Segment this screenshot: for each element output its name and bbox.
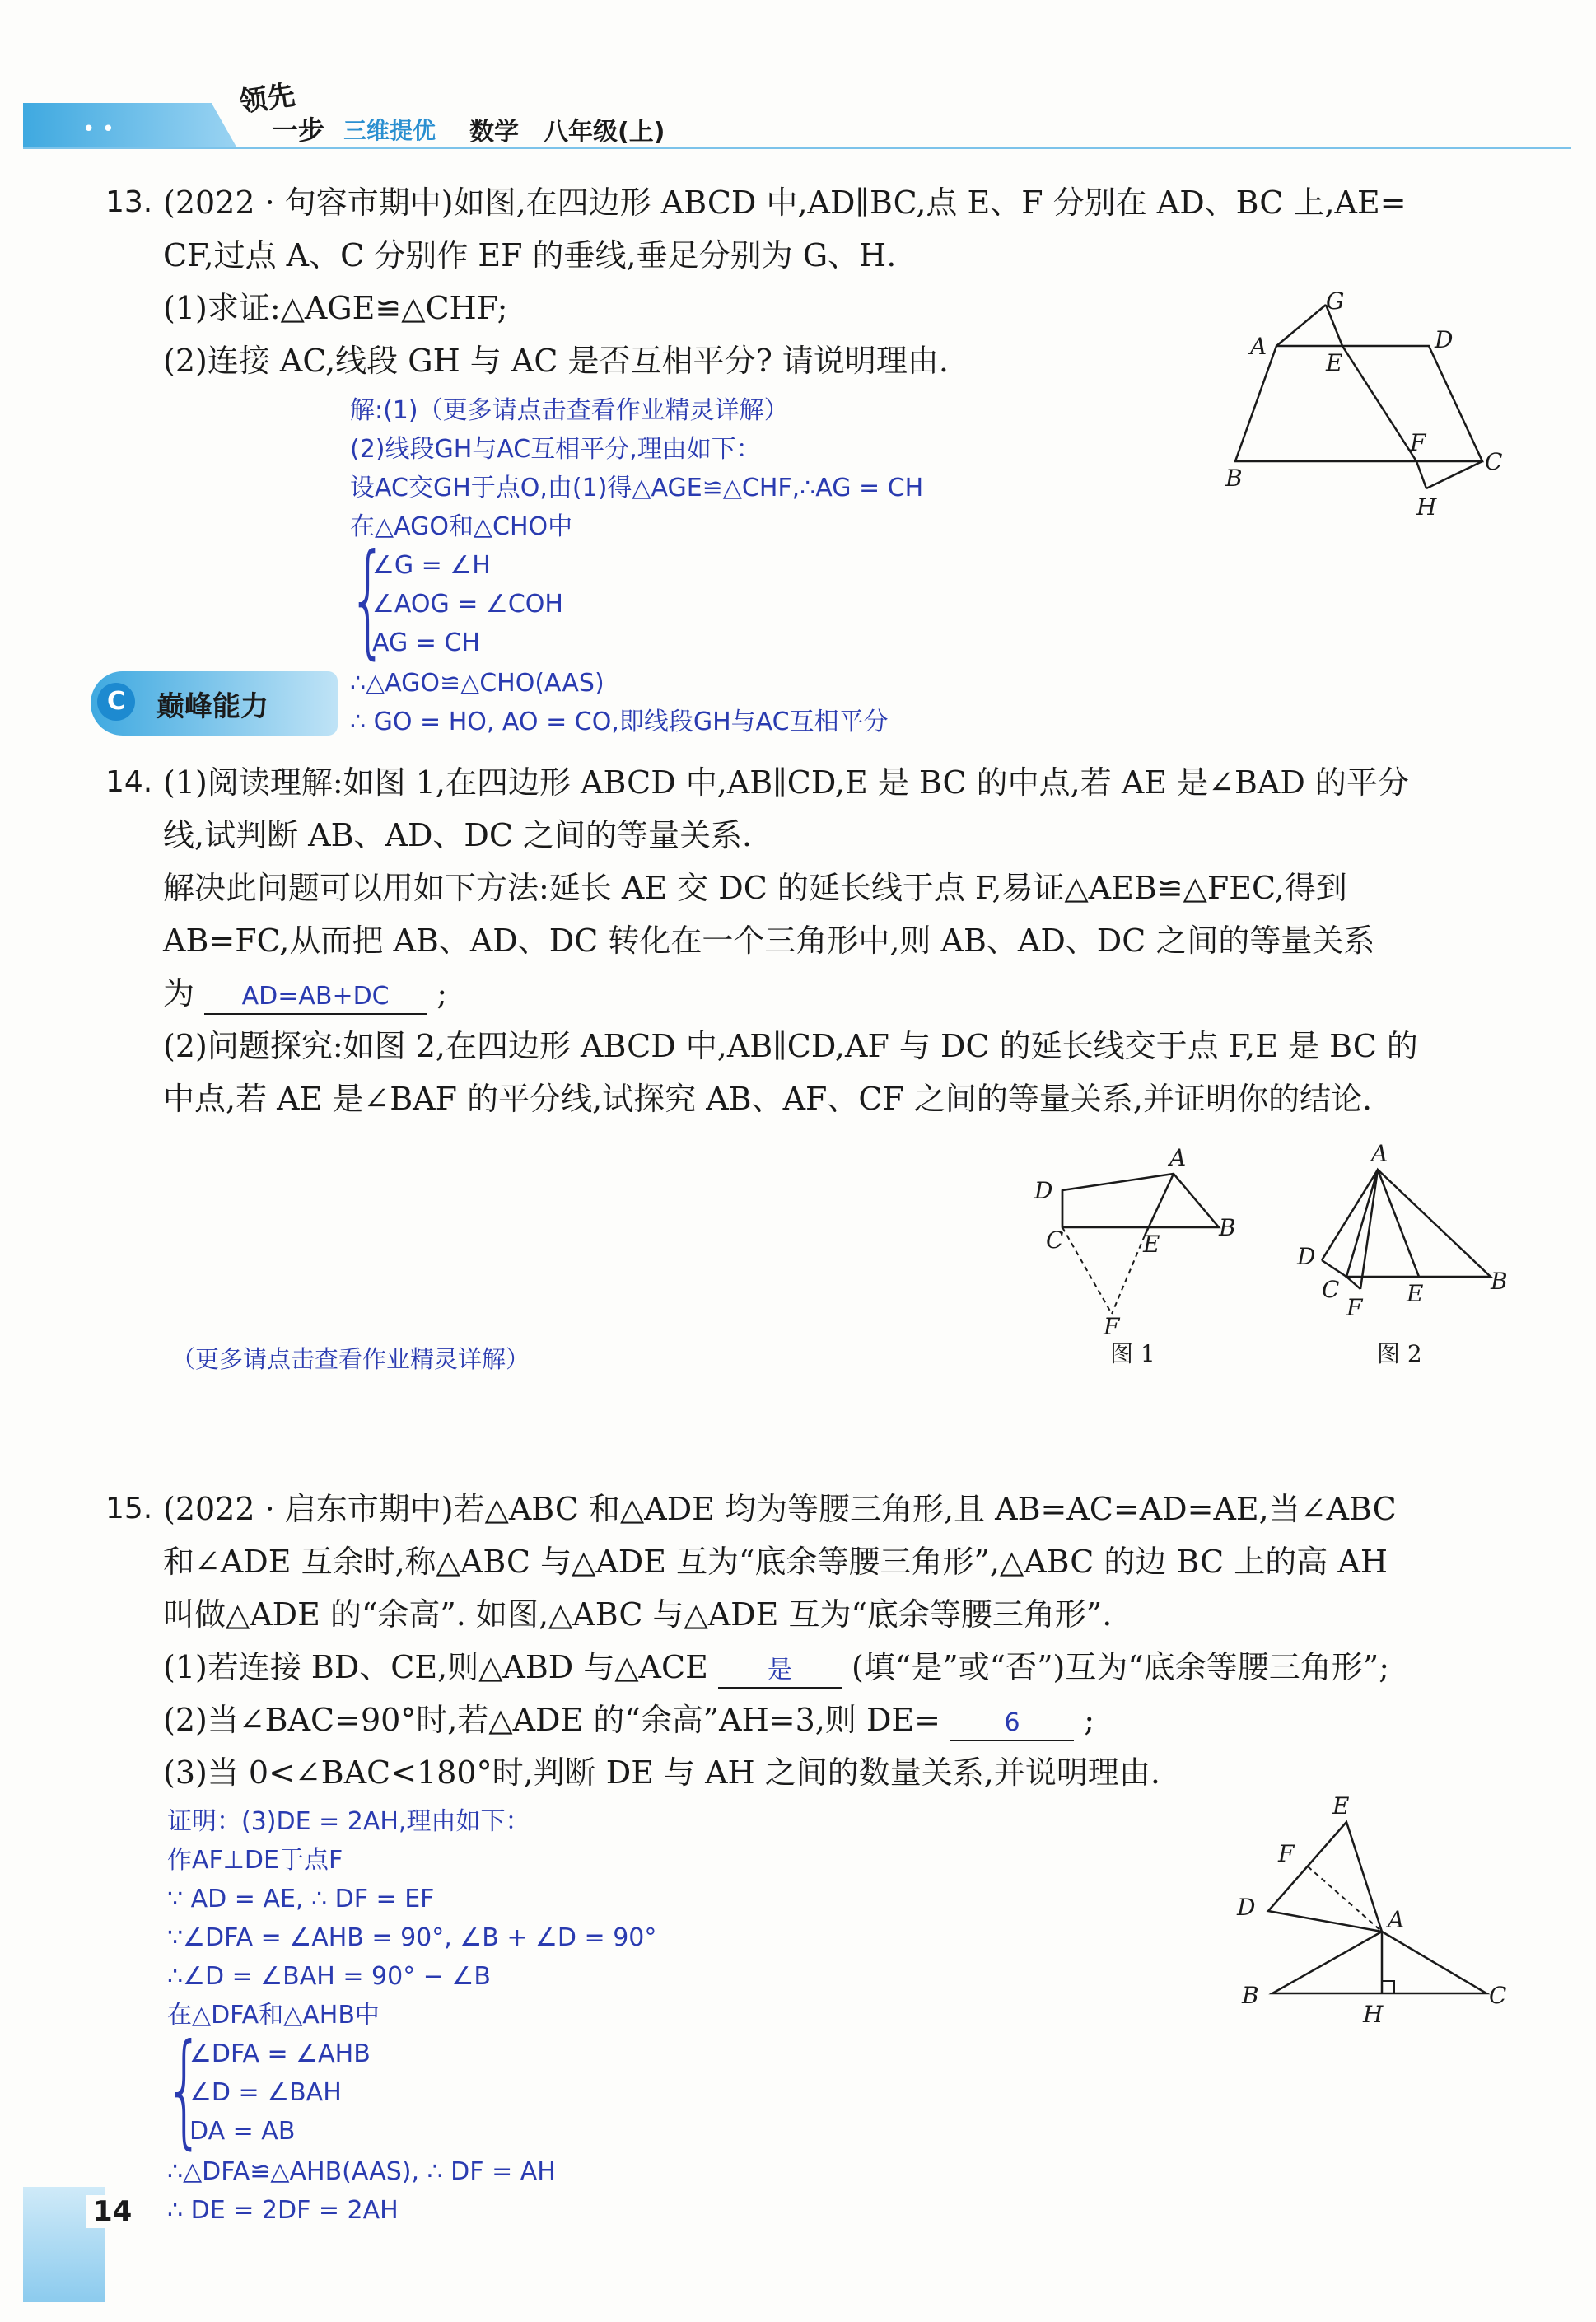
q15-line5-post: ; xyxy=(1084,1702,1094,1738)
q13-label-G: G xyxy=(1326,287,1345,315)
q15-sol-9: ∴△DFA≌△AHB(AAS), ∴ DF = AH xyxy=(167,2157,556,2186)
q15-sol-3: ∵∠DFA = ∠AHB = 90°, ∠B + ∠D = 90° xyxy=(167,1923,657,1952)
q14-line1: (1)阅读理解:如图 1,在四边形 ABCD 中,AB∥CD,E 是 BC 的中点,若 AE 是∠BAD 的平分 xyxy=(163,764,1409,801)
q14-fig1-caption: 图 1 xyxy=(1110,1340,1155,1367)
logo-bottom: 一步 xyxy=(272,114,325,146)
header-band xyxy=(23,103,237,148)
q15-line4 xyxy=(163,1641,1389,1694)
q13-sol-6: AG = CH xyxy=(372,628,480,657)
header-rule xyxy=(23,147,1571,149)
q15-label-C: C xyxy=(1489,1982,1507,2009)
header-series: 三维提优 xyxy=(343,117,436,144)
fig2-label-A: A xyxy=(1371,1140,1388,1167)
q13-sol-8: ∴ GO = HO, AO = CO,即线段GH与AC互相平分 xyxy=(350,708,889,736)
q14-number: 14. xyxy=(105,765,153,799)
q14-line5-post: ; xyxy=(436,975,448,1011)
q15-line5-pre: (2)当∠BAC=90°时,若△ADE 的“余高”AH=3,则 DE= xyxy=(163,1702,940,1738)
q15-line5 xyxy=(163,1694,1094,1746)
header-subject: 数学 xyxy=(469,118,519,147)
header-dots: • • xyxy=(82,117,114,142)
fig1-label-F: F xyxy=(1104,1313,1120,1339)
fig2-label-B: B xyxy=(1491,1268,1508,1295)
q14-line2: 线,试判断 AB、AD、DC 之间的等量关系. xyxy=(163,817,753,853)
q13-label-D: D xyxy=(1435,326,1454,353)
q14-answer1: AD=AB+DC xyxy=(204,980,427,1015)
fig2-label-F: F xyxy=(1346,1294,1363,1321)
q15-answer2: 6 xyxy=(950,1707,1074,1741)
q13-label-A: A xyxy=(1250,333,1267,360)
q14-more-link[interactable]: （更多请点击查看作业精灵详解） xyxy=(171,1345,530,1373)
q14-figure2 xyxy=(1285,1133,1515,1330)
q15-line6: (3)当 0<∠BAC<180°时,判断 DE 与 AH 之间的数量关系,并说明理由. xyxy=(163,1754,1160,1791)
q15-sol-4: ∴∠D = ∠BAH = 90° − ∠B xyxy=(167,1962,491,1991)
q13-line1: (2022 · 句容市期中)如图,在四边形 ABCD 中,AD∥BC,点 E、F 分别在 AD、BC 上,AE= xyxy=(163,185,1407,221)
q13-brace: { xyxy=(348,528,388,671)
fig1-label-B: B xyxy=(1219,1214,1236,1241)
q15-label-H: H xyxy=(1363,2001,1384,2028)
q15-brace: { xyxy=(165,2018,204,2161)
q15-sol-8: DA = AB xyxy=(189,2117,296,2146)
fig1-label-E: E xyxy=(1143,1231,1160,1258)
q15-sol-0: 证明：(3)DE = 2AH,理由如下： xyxy=(167,1807,530,1836)
q13-sol-7: ∴△AGO≌△CHO(AAS) xyxy=(350,669,604,698)
q13-sol-3: 在△AGO和△CHO中 xyxy=(350,512,573,541)
q15-label-A: A xyxy=(1388,1906,1405,1933)
q15-sol-2: ∵ AD = AE, ∴ DF = EF xyxy=(167,1885,435,1913)
q13-sol-1: (2)线段GH与AC互相平分,理由如下： xyxy=(350,435,761,464)
q15-sol-6: ∠DFA = ∠AHB xyxy=(189,2039,371,2068)
q14-line5 xyxy=(163,967,447,1020)
q13-sol-0: 解:(1)（更多请点击查看作业精灵详解） xyxy=(350,396,789,425)
q15-sol-7: ∠D = ∠BAH xyxy=(189,2078,342,2107)
q15-number: 15. xyxy=(105,1492,153,1525)
q13-figure xyxy=(1211,284,1507,523)
q13-sol-2: 设AC交GH于点O,由(1)得△AGE≌△CHF,∴AG = CH xyxy=(350,474,924,502)
q15-line4-post: (填“是”或“否”)互为“底余等腰三角形”; xyxy=(852,1649,1390,1685)
q15-line4-pre: (1)若连接 BD、CE,则△ABD 与△ACE xyxy=(163,1649,708,1685)
q15-sol-10: ∴ DE = 2DF = 2AH xyxy=(167,2196,399,2225)
q13-label-E: E xyxy=(1326,349,1343,376)
q13-label-H: H xyxy=(1416,493,1437,521)
q13-number: 13. xyxy=(105,185,153,219)
q13-line4: (2)连接 AC,线段 GH 与 AC 是否互相平分? 请说明理由. xyxy=(163,343,950,379)
q14-line4: AB=FC,从而把 AB、AD、DC 转化在一个三角形中,则 AB、AD、DC 之间的等量关系 xyxy=(163,923,1375,959)
q15-label-F: F xyxy=(1278,1840,1295,1867)
logo-top: 领先 xyxy=(237,78,297,119)
fig2-label-E: E xyxy=(1407,1280,1424,1307)
q13-line2: CF,过点 A、C 分别作 EF 的垂线,垂足分别为 G、H. xyxy=(163,237,897,273)
q15-line2: 和∠ADE 互余时,称△ABC 与△ADE 互为“底余等腰三角形”,△ABC 的边 BC 上的高 AH xyxy=(163,1544,1388,1580)
page-number: 14 xyxy=(86,2195,138,2228)
q14-line7: 中点,若 AE 是∠BAF 的平分线,试探究 AB、AF、CF 之间的等量关系,并证明你的结论. xyxy=(163,1081,1373,1117)
fig1-label-A: A xyxy=(1169,1144,1187,1171)
fig2-label-D: D xyxy=(1297,1243,1316,1270)
fig1-label-C: C xyxy=(1046,1226,1064,1254)
q15-answer1: 是 xyxy=(718,1654,842,1689)
q13-sol-4: ∠G = ∠H xyxy=(372,551,491,580)
q15-sol-5: 在△DFA和△AHB中 xyxy=(167,2001,380,2030)
q13-line3: (1)求证:△AGE≌△CHF; xyxy=(163,290,508,326)
section-title: 巅峰能力 xyxy=(156,690,268,723)
q14-line3: 解决此问题可以用如下方法:延长 AE 交 DC 的延长线于点 F,易证△AEB≌△FEC,得到 xyxy=(163,870,1347,906)
q14-figure1 xyxy=(1021,1124,1252,1339)
fig1-label-D: D xyxy=(1034,1177,1053,1204)
q15-line3: 叫做△ADE 的“余高”. 如图,△ABC 与△ADE 互为“底余等腰三角形”. xyxy=(163,1596,1113,1633)
q13-label-B: B xyxy=(1225,465,1243,492)
q15-label-D: D xyxy=(1237,1894,1256,1921)
q14-line5-pre: 为 xyxy=(163,975,195,1011)
q15-label-B: B xyxy=(1242,1982,1259,2009)
q14-fig2-caption: 图 2 xyxy=(1377,1340,1422,1367)
section-badge-letter: C xyxy=(97,683,135,721)
q14-line6: (2)问题探究:如图 2,在四边形 ABCD 中,AB∥CD,AF 与 DC 的延长线交于点 F,E 是 BC 的 xyxy=(163,1028,1418,1064)
q15-line1: (2022 · 启东市期中)若△ABC 和△ADE 均为等腰三角形,且 AB=AC=AD=AE,当∠ABC xyxy=(163,1491,1397,1527)
q15-label-E: E xyxy=(1332,1792,1350,1820)
fig2-label-C: C xyxy=(1322,1276,1340,1303)
q15-figure xyxy=(1227,1787,1524,2043)
q13-label-F: F xyxy=(1410,429,1426,456)
q15-sol-1: 作AF⊥DE于点F xyxy=(167,1846,343,1875)
header-grade: 八年级(上) xyxy=(544,118,665,147)
q13-label-C: C xyxy=(1485,448,1503,475)
q13-sol-5: ∠AOG = ∠COH xyxy=(372,590,563,619)
